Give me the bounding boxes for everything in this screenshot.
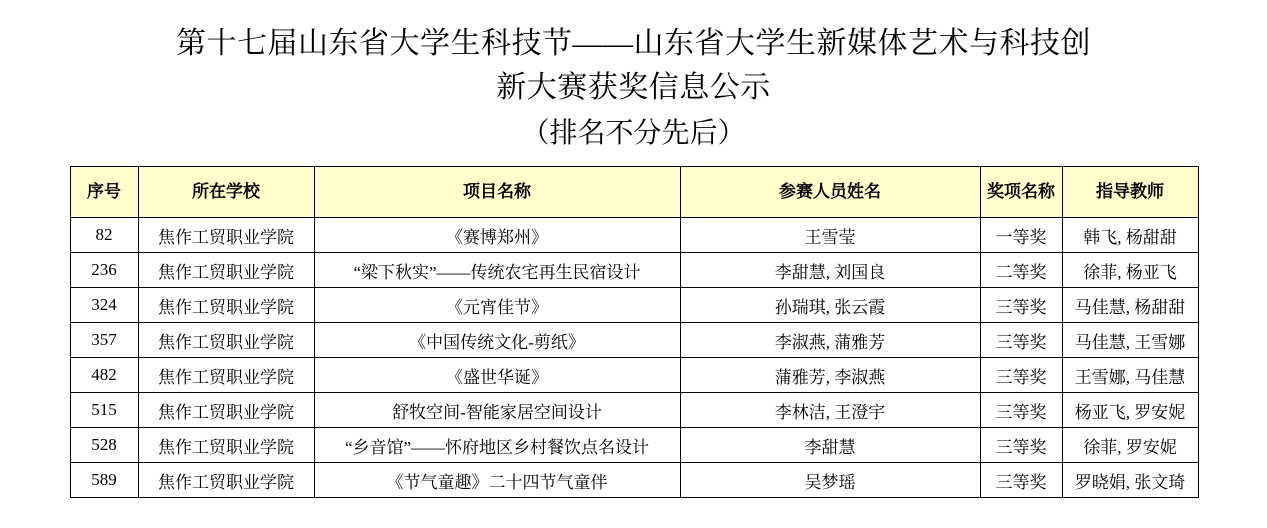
cell-no: 324 bbox=[70, 288, 138, 323]
table-row bbox=[70, 393, 1198, 428]
table-row bbox=[70, 463, 1198, 498]
column-header-members: 参赛人员姓名 bbox=[680, 167, 980, 218]
table-row bbox=[70, 323, 1198, 358]
table-header-row bbox=[70, 167, 1198, 218]
cell-award: 三等奖 bbox=[980, 393, 1062, 428]
cell-members: 李甜慧, 刘国良 bbox=[680, 253, 980, 288]
cell-school: 焦作工贸职业学院 bbox=[138, 288, 314, 323]
cell-teacher: 王雪娜, 马佳慧 bbox=[1062, 358, 1198, 393]
cell-project: “乡音馆”——怀府地区乡村餐饮点名设计 bbox=[314, 428, 680, 463]
column-header-teacher: 指导教师 bbox=[1062, 167, 1198, 218]
document-subtitle: （排名不分先后） bbox=[521, 118, 746, 149]
cell-no: 82 bbox=[70, 218, 138, 253]
award-table bbox=[70, 166, 1199, 498]
cell-project: 《节气童趣》二十四节气童伴 bbox=[314, 463, 680, 498]
cell-members: 吴梦瑶 bbox=[680, 463, 980, 498]
award-table-head bbox=[70, 167, 1198, 218]
table-row bbox=[70, 253, 1198, 288]
cell-project: 舒牧空间-智能家居空间设计 bbox=[314, 393, 680, 428]
cell-teacher: 徐菲, 杨亚飞 bbox=[1062, 253, 1198, 288]
table-row bbox=[70, 218, 1198, 253]
cell-no: 482 bbox=[70, 358, 138, 393]
cell-members: 王雪莹 bbox=[680, 218, 980, 253]
cell-award: 三等奖 bbox=[980, 288, 1062, 323]
cell-award: 三等奖 bbox=[980, 358, 1062, 393]
cell-school: 焦作工贸职业学院 bbox=[138, 358, 314, 393]
cell-school: 焦作工贸职业学院 bbox=[138, 393, 314, 428]
cell-teacher: 徐菲, 罗安妮 bbox=[1062, 428, 1198, 463]
cell-teacher: 杨亚飞, 罗安妮 bbox=[1062, 393, 1198, 428]
cell-members: 李淑燕, 蒲雅芳 bbox=[680, 323, 980, 358]
cell-award: 三等奖 bbox=[980, 463, 1062, 498]
cell-project: “梁下秋实”——传统农宅再生民宿设计 bbox=[314, 253, 680, 288]
cell-teacher: 马佳慧, 王雪娜 bbox=[1062, 323, 1198, 358]
column-header-no: 序号 bbox=[70, 167, 138, 218]
table-row bbox=[70, 428, 1198, 463]
cell-project: 《盛世华诞》 bbox=[314, 358, 680, 393]
cell-school: 焦作工贸职业学院 bbox=[138, 323, 314, 358]
cell-school: 焦作工贸职业学院 bbox=[138, 218, 314, 253]
cell-school: 焦作工贸职业学院 bbox=[138, 463, 314, 498]
cell-award: 三等奖 bbox=[980, 428, 1062, 463]
cell-project: 《中国传统文化-剪纸》 bbox=[314, 323, 680, 358]
cell-teacher: 马佳慧, 杨甜甜 bbox=[1062, 288, 1198, 323]
table-row bbox=[70, 288, 1198, 323]
cell-project: 《赛博郑州》 bbox=[314, 218, 680, 253]
cell-no: 589 bbox=[70, 463, 138, 498]
cell-school: 焦作工贸职业学院 bbox=[138, 253, 314, 288]
award-table-body bbox=[70, 218, 1198, 498]
cell-no: 528 bbox=[70, 428, 138, 463]
cell-award: 三等奖 bbox=[980, 323, 1062, 358]
column-header-award: 奖项名称 bbox=[980, 167, 1062, 218]
cell-no: 357 bbox=[70, 323, 138, 358]
table-row bbox=[70, 358, 1198, 393]
document-title-line-2: 新大赛获奖信息公示 bbox=[496, 71, 771, 104]
cell-no: 515 bbox=[70, 393, 138, 428]
award-table-wrapper bbox=[70, 166, 1198, 498]
cell-members: 李林洁, 王澄宇 bbox=[680, 393, 980, 428]
document-title-block bbox=[0, 0, 1267, 156]
cell-members: 孙瑞琪, 张云霞 bbox=[680, 288, 980, 323]
cell-award: 一等奖 bbox=[980, 218, 1062, 253]
cell-teacher: 罗晓娟, 张文琦 bbox=[1062, 463, 1198, 498]
document-title-line-1: 第十七届山东省大学生科技节——山东省大学生新媒体艺术与科技创 bbox=[176, 27, 1091, 60]
cell-school: 焦作工贸职业学院 bbox=[138, 428, 314, 463]
cell-teacher: 韩飞, 杨甜甜 bbox=[1062, 218, 1198, 253]
column-header-school: 所在学校 bbox=[138, 167, 314, 218]
cell-award: 二等奖 bbox=[980, 253, 1062, 288]
cell-members: 蒲雅芳, 李淑燕 bbox=[680, 358, 980, 393]
cell-no: 236 bbox=[70, 253, 138, 288]
column-header-project: 项目名称 bbox=[314, 167, 680, 218]
cell-members: 李甜慧 bbox=[680, 428, 980, 463]
cell-project: 《元宵佳节》 bbox=[314, 288, 680, 323]
